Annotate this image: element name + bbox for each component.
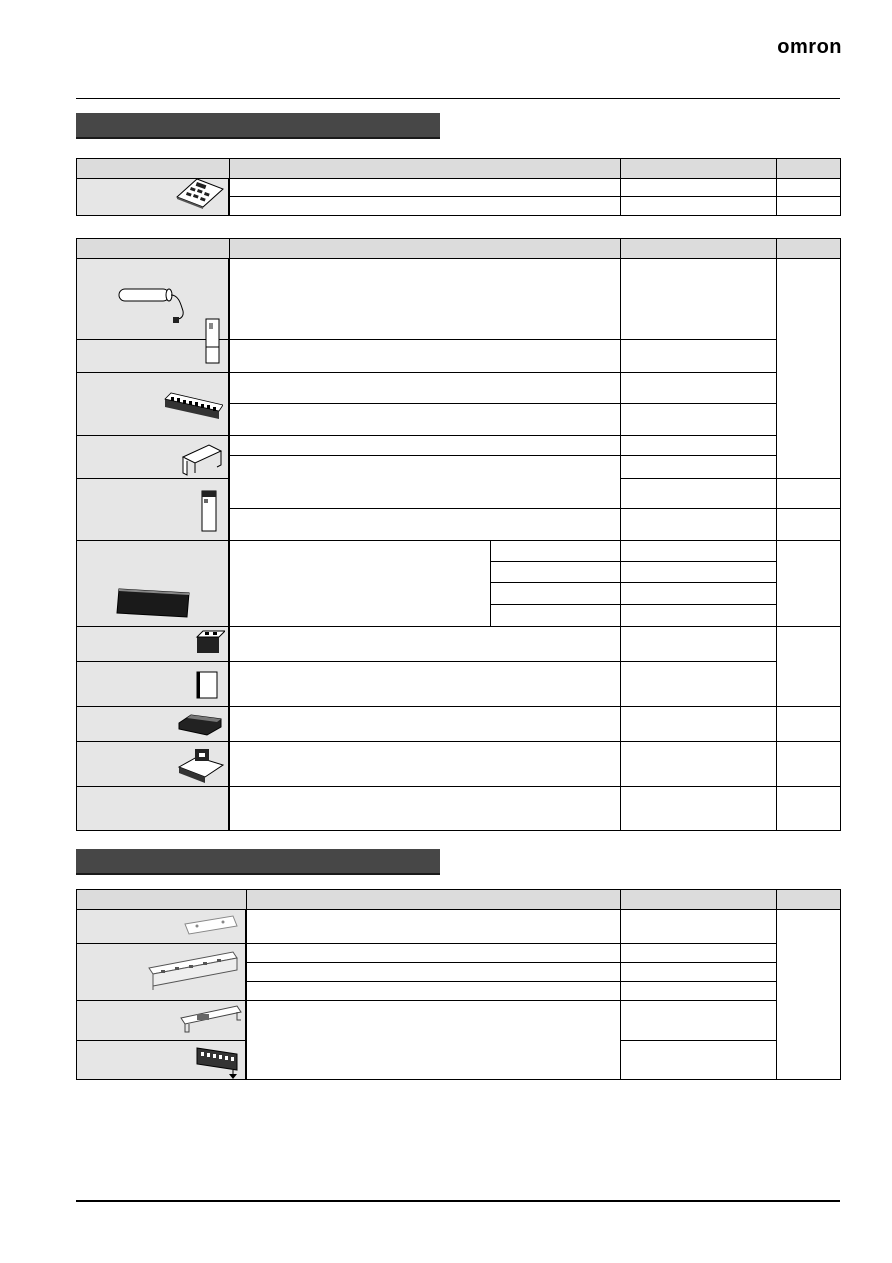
cable-connector-icon bbox=[177, 709, 225, 739]
table-row bbox=[247, 962, 777, 963]
battery-icon bbox=[117, 283, 197, 325]
header-rule bbox=[76, 98, 840, 99]
bracket-icon bbox=[181, 443, 225, 477]
accessory-table-2 bbox=[76, 238, 841, 831]
table-row bbox=[230, 508, 841, 509]
terminal-strip-icon bbox=[191, 1042, 241, 1080]
adapter-icon bbox=[177, 745, 225, 785]
table-row bbox=[247, 981, 777, 982]
table-row bbox=[491, 604, 777, 605]
mount-bracket-icon bbox=[179, 1002, 245, 1036]
table-row bbox=[230, 435, 777, 436]
table-row bbox=[491, 561, 777, 562]
panel-icon bbox=[115, 585, 191, 619]
card-icon bbox=[193, 669, 223, 701]
table-row bbox=[230, 540, 841, 541]
table-row bbox=[230, 786, 841, 787]
omron-logo: omron bbox=[777, 36, 842, 58]
table-row bbox=[230, 455, 777, 456]
accessory-table-3 bbox=[76, 889, 841, 1080]
rail-icon bbox=[147, 948, 241, 992]
terminal-block-icon bbox=[163, 385, 223, 421]
table-row bbox=[230, 196, 840, 197]
option-unit-icon bbox=[199, 487, 221, 535]
table-row bbox=[247, 943, 777, 944]
table-row bbox=[247, 1000, 777, 1001]
section-1-title-bar bbox=[76, 113, 440, 139]
table-row bbox=[230, 372, 777, 373]
table-row bbox=[230, 403, 777, 404]
table-row bbox=[621, 1040, 777, 1041]
connector-icon bbox=[193, 629, 225, 657]
accessory-table-1 bbox=[76, 158, 841, 216]
plate-icon bbox=[183, 914, 239, 938]
table-row bbox=[230, 741, 841, 742]
table-row bbox=[230, 661, 777, 662]
section-2-title-bar bbox=[76, 849, 440, 875]
table-row bbox=[491, 582, 777, 583]
footer-rule bbox=[76, 1200, 840, 1202]
table-row bbox=[230, 339, 777, 340]
keypad-icon bbox=[175, 175, 225, 209]
table-header bbox=[77, 890, 840, 910]
cover-icon bbox=[203, 317, 223, 367]
table-header bbox=[77, 239, 840, 259]
table-row bbox=[621, 478, 777, 479]
table-row bbox=[230, 626, 841, 627]
table-row bbox=[230, 706, 841, 707]
